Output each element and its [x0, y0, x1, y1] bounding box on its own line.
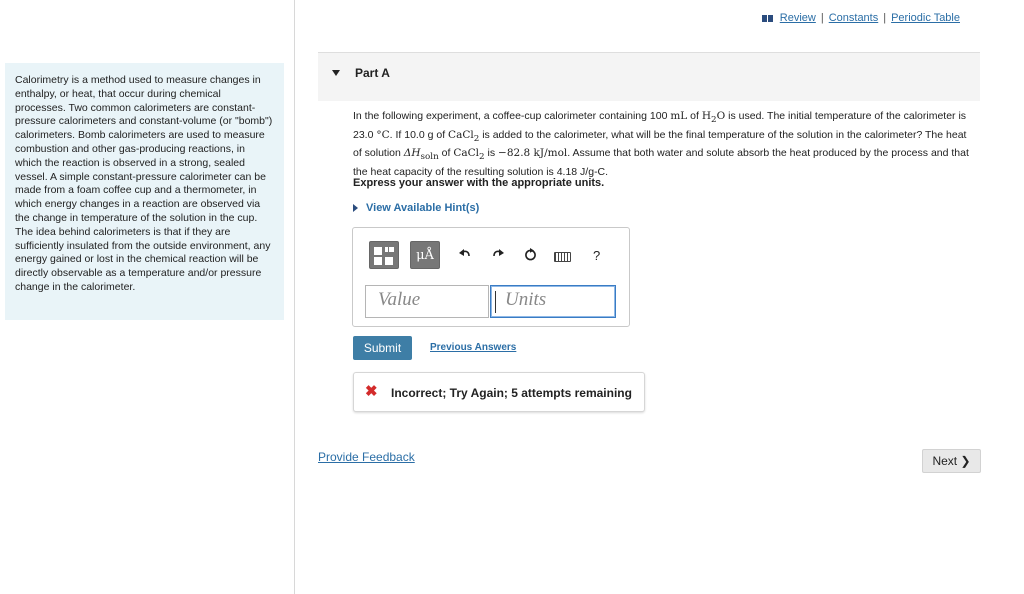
submit-button[interactable]: Submit: [353, 336, 412, 360]
hints-label: View Available Hint(s): [366, 202, 480, 214]
value-input[interactable]: Value: [365, 285, 489, 318]
caret-down-icon: [332, 70, 340, 76]
help-button[interactable]: ?: [593, 248, 601, 263]
redo-icon[interactable]: [492, 248, 504, 263]
link-separator: |: [883, 12, 887, 24]
feedback-message: [353, 372, 645, 412]
review-link[interactable]: Review: [779, 12, 816, 24]
intro-text: Calorimetry is a method used to measure changes in enthalpy, or heat, that occur during chemical processes. Two common calorimeters are constant-pressure calorimeters and constant-volume (or "bomb") calorimeters. Bomb calorimeters are used to measure combustion and other gas-producing reactions, in which the reaction is observed in a strong, sealed vessel. A simple constant-pressure calorimeter can be made from a foam coffee cup and a thermometer, in which energy changes in a reaction are observed via the change in temperature of the solution in the cup. The idea behind calorimeters is that if they are sufficiently insulated from the outside environment, any energy gained or lost in the chemical reaction will be directly observable as a temperature and/or pressure change in the calorimeter.: [5, 63, 284, 320]
review-icon: [762, 15, 773, 22]
part-title: Part A: [355, 66, 390, 80]
next-button[interactable]: Next ❯: [922, 449, 981, 473]
units-input[interactable]: [490, 285, 616, 318]
units-symbol-button[interactable]: μÅ: [410, 241, 440, 269]
caret-right-icon: [353, 204, 358, 212]
periodic-table-link[interactable]: Periodic Table: [891, 12, 960, 24]
part-a-header[interactable]: [318, 53, 980, 101]
undo-icon[interactable]: [459, 248, 471, 263]
feedback-text: Incorrect; Try Again; 5 attempts remaining: [391, 386, 632, 400]
top-links: [762, 12, 960, 24]
units-placeholder: Units: [505, 289, 547, 310]
templates-button[interactable]: [369, 241, 399, 269]
link-separator: |: [820, 12, 824, 24]
text-cursor: [495, 291, 496, 313]
keyboard-icon[interactable]: [554, 252, 571, 262]
answer-box: [352, 227, 630, 327]
left-panel: [0, 0, 295, 594]
provide-feedback-link[interactable]: Provide Feedback: [318, 450, 415, 464]
constants-link[interactable]: Constants: [828, 12, 879, 24]
error-x-icon: ✖: [365, 383, 378, 400]
previous-answers-link[interactable]: Previous Answers: [430, 342, 517, 353]
instruction-text: Express your answer with the appropriate units.: [353, 177, 605, 189]
question-text: In the following experiment, a coffee-cup calorimeter containing 100 mL of $H_2O$ is used. The initial temperature of the calorimeter is 23.0 °C. If 10.0 g of CaCl$_2$ is added to the calorimeter, what will be the final temperature of the solution in the calorimeter? The heat of solution $\Delta H_{soln}$ of CaCl$_2$ is −82.8 kJ/mol. Assume that both water and solute absorb the heat produced by the process and that the heat capacity of the resulting solution is 4.18 J/g-C.: [353, 110, 969, 178]
view-hints-link[interactable]: [353, 202, 479, 214]
reset-icon[interactable]: [524, 248, 537, 264]
